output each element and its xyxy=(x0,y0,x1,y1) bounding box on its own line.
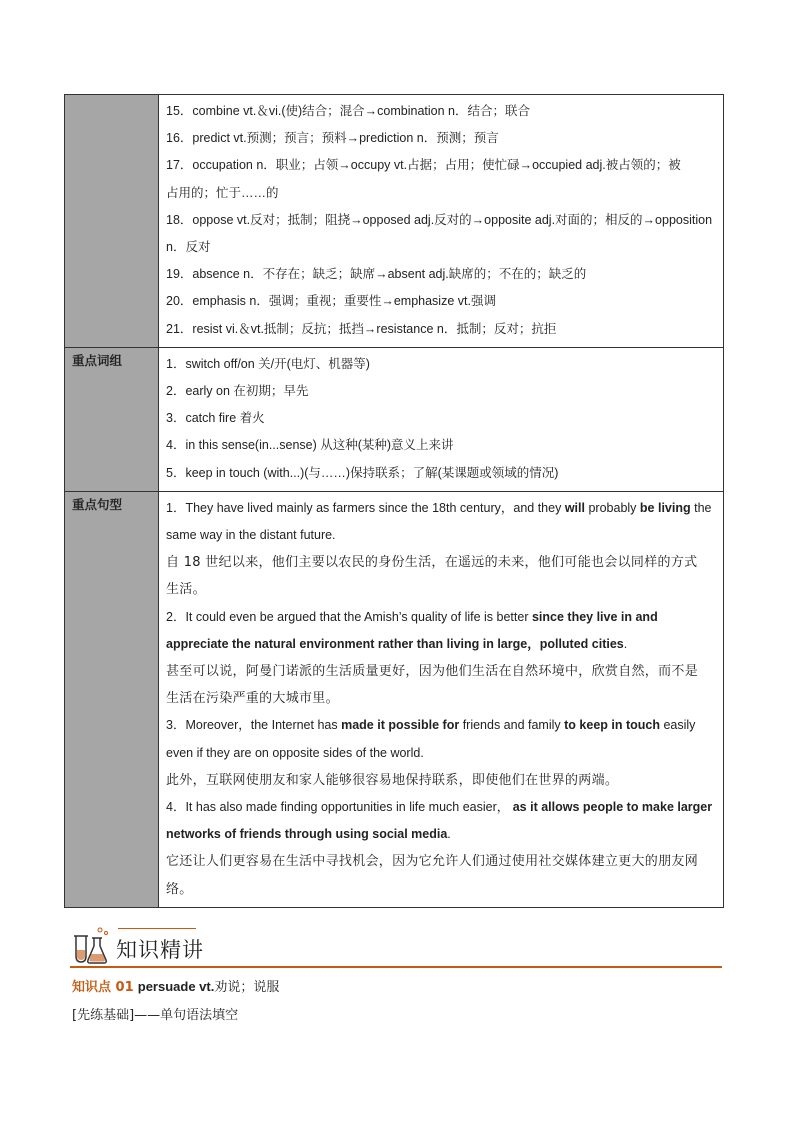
section-header xyxy=(70,926,722,968)
s4-bold-b: networks of friends through using social media xyxy=(166,827,448,842)
s2-bold-a: since they live in and xyxy=(531,609,658,624)
sentence-2-en-cont xyxy=(166,631,717,658)
vocab-line-20: 20．emphasis n．强调；重视；重要性→emphasize vt.强调 xyxy=(166,294,496,309)
flask-icon xyxy=(70,926,112,966)
s4-period: . xyxy=(447,827,451,842)
phrases-label: 重点词组 xyxy=(65,347,159,491)
s4-text-a: 4．It has also made finding opportunities in life much easier， xyxy=(166,800,510,815)
knowledge-point-word: persuade vt. xyxy=(137,979,215,994)
knowledge-point-heading xyxy=(72,976,279,995)
s1-text-d: the xyxy=(694,500,712,515)
s3-text-a: 3．Moreover，the Internet has xyxy=(166,718,338,733)
vocab-label-cell xyxy=(65,95,159,348)
sentence-4-en-cont xyxy=(166,821,717,848)
sentence-3-en xyxy=(166,712,717,739)
phrase-5: 5．keep in touch (with...)(与……)保持联系；了解(某课题或领域的情况) xyxy=(166,465,559,480)
s1-text-c: probably xyxy=(588,500,637,515)
sentence-3-en-cont: even if they are on opposite sides of the world. xyxy=(166,745,424,760)
s1-bold-be-living: be living xyxy=(639,500,691,515)
sentence-4-en xyxy=(166,794,717,821)
section-title: 知识精讲 xyxy=(116,938,204,962)
vocabulary-table xyxy=(64,94,724,908)
vocab-content xyxy=(159,95,724,348)
sentence-2-zh-cont: 生活在污染严重的大城市里。 xyxy=(166,691,339,707)
s3-text-e: easily xyxy=(663,718,696,733)
vocab-line-18: 18．oppose vt.反对；抵制；阻挠→opposed adj.反对的→opposite adj.对面的；相反的→opposition xyxy=(166,212,713,227)
sentences-row xyxy=(65,491,724,907)
s3-text-c: friends and family xyxy=(462,718,561,733)
sentences-content xyxy=(159,491,724,907)
vocab-line-17: 17．occupation n．职业；占领→occupy vt.占据；占用；使忙碌→occupied adj.被占领的；被 xyxy=(166,158,681,173)
vocab-line-18-cont: n．反对 xyxy=(166,240,211,255)
sentence-1-zh: 自 18 世纪以来，他们主要以农民的身份生活，在遥远的未来，他们可能也会以同样的方式 xyxy=(166,555,698,571)
s2-text-a: 2．It could even be argued that the Amish’s quality of life is better xyxy=(166,609,529,624)
vocab-line-21: 21．resist vi.＆vt.抵制；反抗；抵挡→resistance n．抵制；反对；抗拒 xyxy=(166,321,557,336)
sentence-4-zh-cont: 络。 xyxy=(166,881,193,897)
s3-bold-a: made it possible for xyxy=(341,718,460,733)
sentence-3-zh: 此外，互联网使朋友和家人能够很容易地保持联系，即使他们在世界的两端。 xyxy=(166,772,619,788)
vocab-line-19: 19．absence n．不存在；缺乏；缺席→absent adj.缺席的；不在的；缺乏的 xyxy=(166,267,587,282)
phrase-3: 3．catch fire 着火 xyxy=(166,411,265,426)
vocab-line-15: 15．combine vt.＆vi.(使)结合；混合→combination n．结合；联合 xyxy=(166,104,530,118)
vocab-line-17-cont: 占用的；忙于……的 xyxy=(166,185,279,200)
phrase-1: 1．switch off/on 关/开(电灯、机器等) xyxy=(166,356,370,371)
sentence-1-en-cont: same way in the distant future. xyxy=(166,528,336,543)
s3-bold-b: to keep in touch xyxy=(564,718,660,733)
s1-text-a: 1．They have lived mainly as farmers since the 18th century，and they xyxy=(166,500,562,515)
sentence-4-zh: 它还让人们更容易在生活中寻找机会，因为它允许人们通过使用社交媒体建立更大的朋友网 xyxy=(166,854,699,870)
sentence-1-en xyxy=(166,495,717,522)
phrase-4: 4．in this sense(in...sense) 从这种(某种)意义上来讲 xyxy=(166,438,454,453)
sentence-2-zh: 甚至可以说，阿曼门诺派的生活质量更好，因为他们生活在自然环境中，欣赏自然，而不是 xyxy=(166,664,699,680)
sentence-1-zh-cont: 生活。 xyxy=(166,582,206,598)
s2-bold-b: appreciate the natural environment rather than living in large，polluted cities xyxy=(166,636,624,651)
phrases-row xyxy=(65,347,724,491)
phrases-content xyxy=(159,347,724,491)
section-top-rule xyxy=(118,928,196,929)
vocab-line-16: 16．predict vt.预测；预言；预料→prediction n．预测；预言 xyxy=(166,131,499,146)
knowledge-point-meaning: 劝说；说服 xyxy=(214,980,280,995)
sentences-label: 重点句型 xyxy=(65,491,159,907)
s2-period: . xyxy=(623,636,628,651)
phrase-2: 2．early on 在初期；早先 xyxy=(166,384,309,399)
knowledge-point-number: 知识点 01 xyxy=(72,980,134,995)
s1-bold-will: will xyxy=(564,500,585,515)
vocab-row xyxy=(65,95,724,348)
sentence-2-en xyxy=(166,604,717,631)
section-rule xyxy=(70,966,722,968)
exercise-heading: [先练基础]——单句语法填空 xyxy=(72,1008,239,1023)
s4-bold-a: as it allows people to make larger xyxy=(512,800,713,815)
